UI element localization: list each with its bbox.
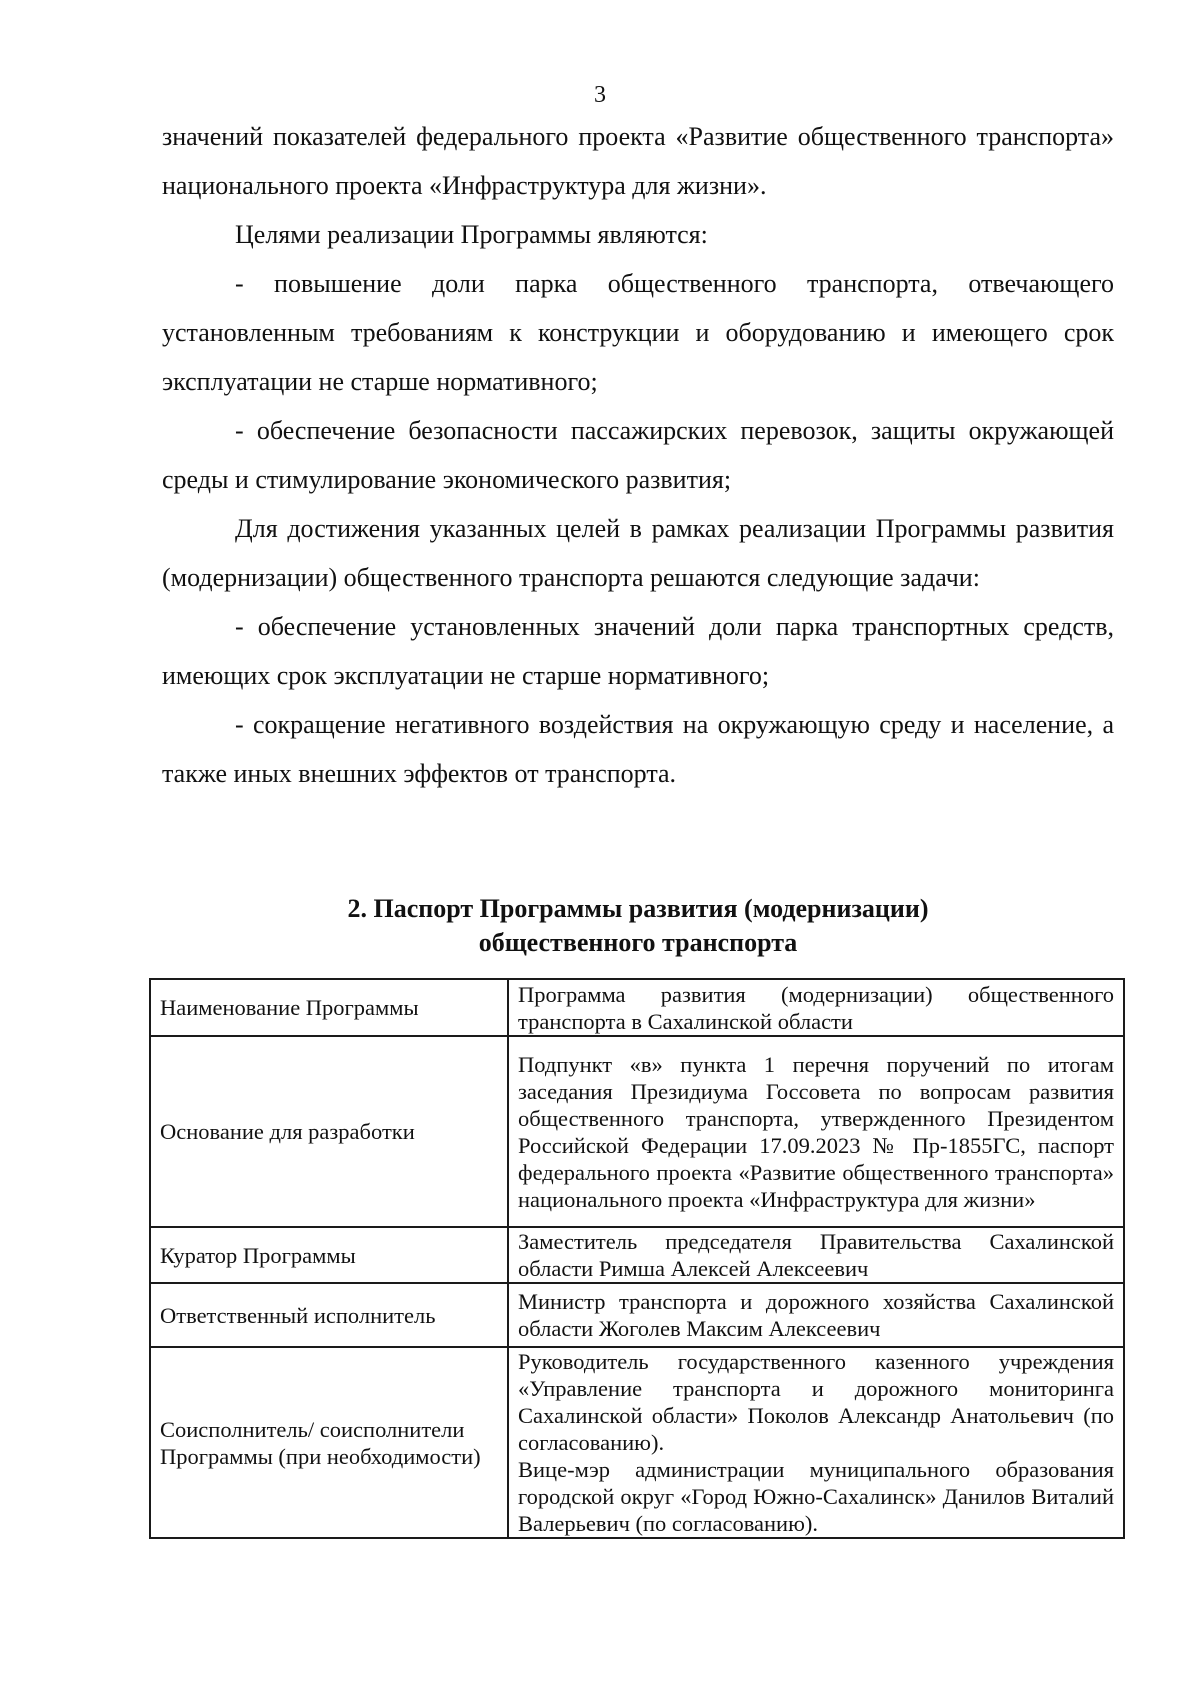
table-cell-value [508, 979, 1124, 1036]
table-cell-label: Ответственный исполнитель [150, 1283, 508, 1347]
paragraph: значений показателей федерального проекта «Развитие общественного транспорта» национального проекта «Инфраструктура для жизни». [162, 122, 1114, 200]
table-cell-value [508, 1227, 1124, 1283]
paragraph: - обеспечение безопасности пассажирских перевозок, защиты окружающей среды и стимулирование экономического развития; [162, 416, 1114, 494]
paragraph: - обеспечение установленных значений доли парка транспортных средств, имеющих срок эксплуатации не старше нормативного; [162, 612, 1114, 690]
section-title-line: 2. Паспорт Программы развития (модернизации) [347, 894, 929, 923]
table-row [150, 979, 1124, 1036]
value-text: Министр транспорта и дорожного хозяйства Сахалинской области Жоголев Максим Алексеевич [518, 1289, 1114, 1341]
value-text: Программа развития (модернизации) общественного транспорта в Сахалинской области [518, 981, 1114, 1034]
body-text [162, 112, 1114, 798]
paragraph: - повышение доли парка общественного транспорта, отвечающего установленным требованиям к конструкции и оборудованию и имеющего срок эксплуатации не старше нормативного; [162, 269, 1114, 396]
value-text: Подпункт «в» пункта 1 перечня поручений по итогам заседания Президиума Госсовета по вопросам развития общественного транспорта, утвержденного Президентом Российской Федерации 17.09.2023 № Пр-1855ГС, паспорт федерального проекта «Развитие общественного транспорта» национального проекта «Инфраструктура для жизни» [518, 1051, 1114, 1212]
passport-table [149, 978, 1125, 1539]
section-title [162, 892, 1114, 960]
page-number: 3 [594, 82, 606, 108]
paragraph: - сокращение негативного воздействия на окружающую среду и население, а также иных внешних эффектов от транспорта. [162, 710, 1114, 788]
value-text: Заместитель председателя Правительства Сахалинской области Римша Алексей Алексеевич [518, 1229, 1114, 1281]
table-row [150, 1227, 1124, 1283]
table-cell-value [508, 1347, 1124, 1538]
table-cell-value [508, 1283, 1124, 1347]
paragraph: Целями реализации Программы являются: [235, 220, 708, 249]
table-cell-label: Куратор Программы [150, 1227, 508, 1283]
table-row [150, 1283, 1124, 1347]
value-text: Руководитель государственного казенного учреждения «Управление транспорта и дорожного мониторинга Сахалинской области» Поколов Александр Анатольевич (по согласованию). [518, 1349, 1114, 1455]
table-cell-label: Основание для разработки [150, 1036, 508, 1227]
table-cell-label: Соисполнитель/ соисполнители Программы (при необходимости) [150, 1347, 508, 1538]
paragraph: Для достижения указанных целей в рамках реализации Программы развития (модернизации) общественного транспорта решаются следующие задачи: [162, 514, 1114, 592]
table-cell-value [508, 1036, 1124, 1227]
table-cell-label: Наименование Программы [150, 979, 508, 1036]
table-row [150, 1036, 1124, 1227]
table-row [150, 1347, 1124, 1538]
value-text: Вице-мэр администрации муниципального образования городской округ «Город Южно-Сахалинск» Данилов Виталий Валерьевич (по согласованию). [518, 1457, 1114, 1536]
section-title-line: общественного транспорта [478, 928, 798, 957]
